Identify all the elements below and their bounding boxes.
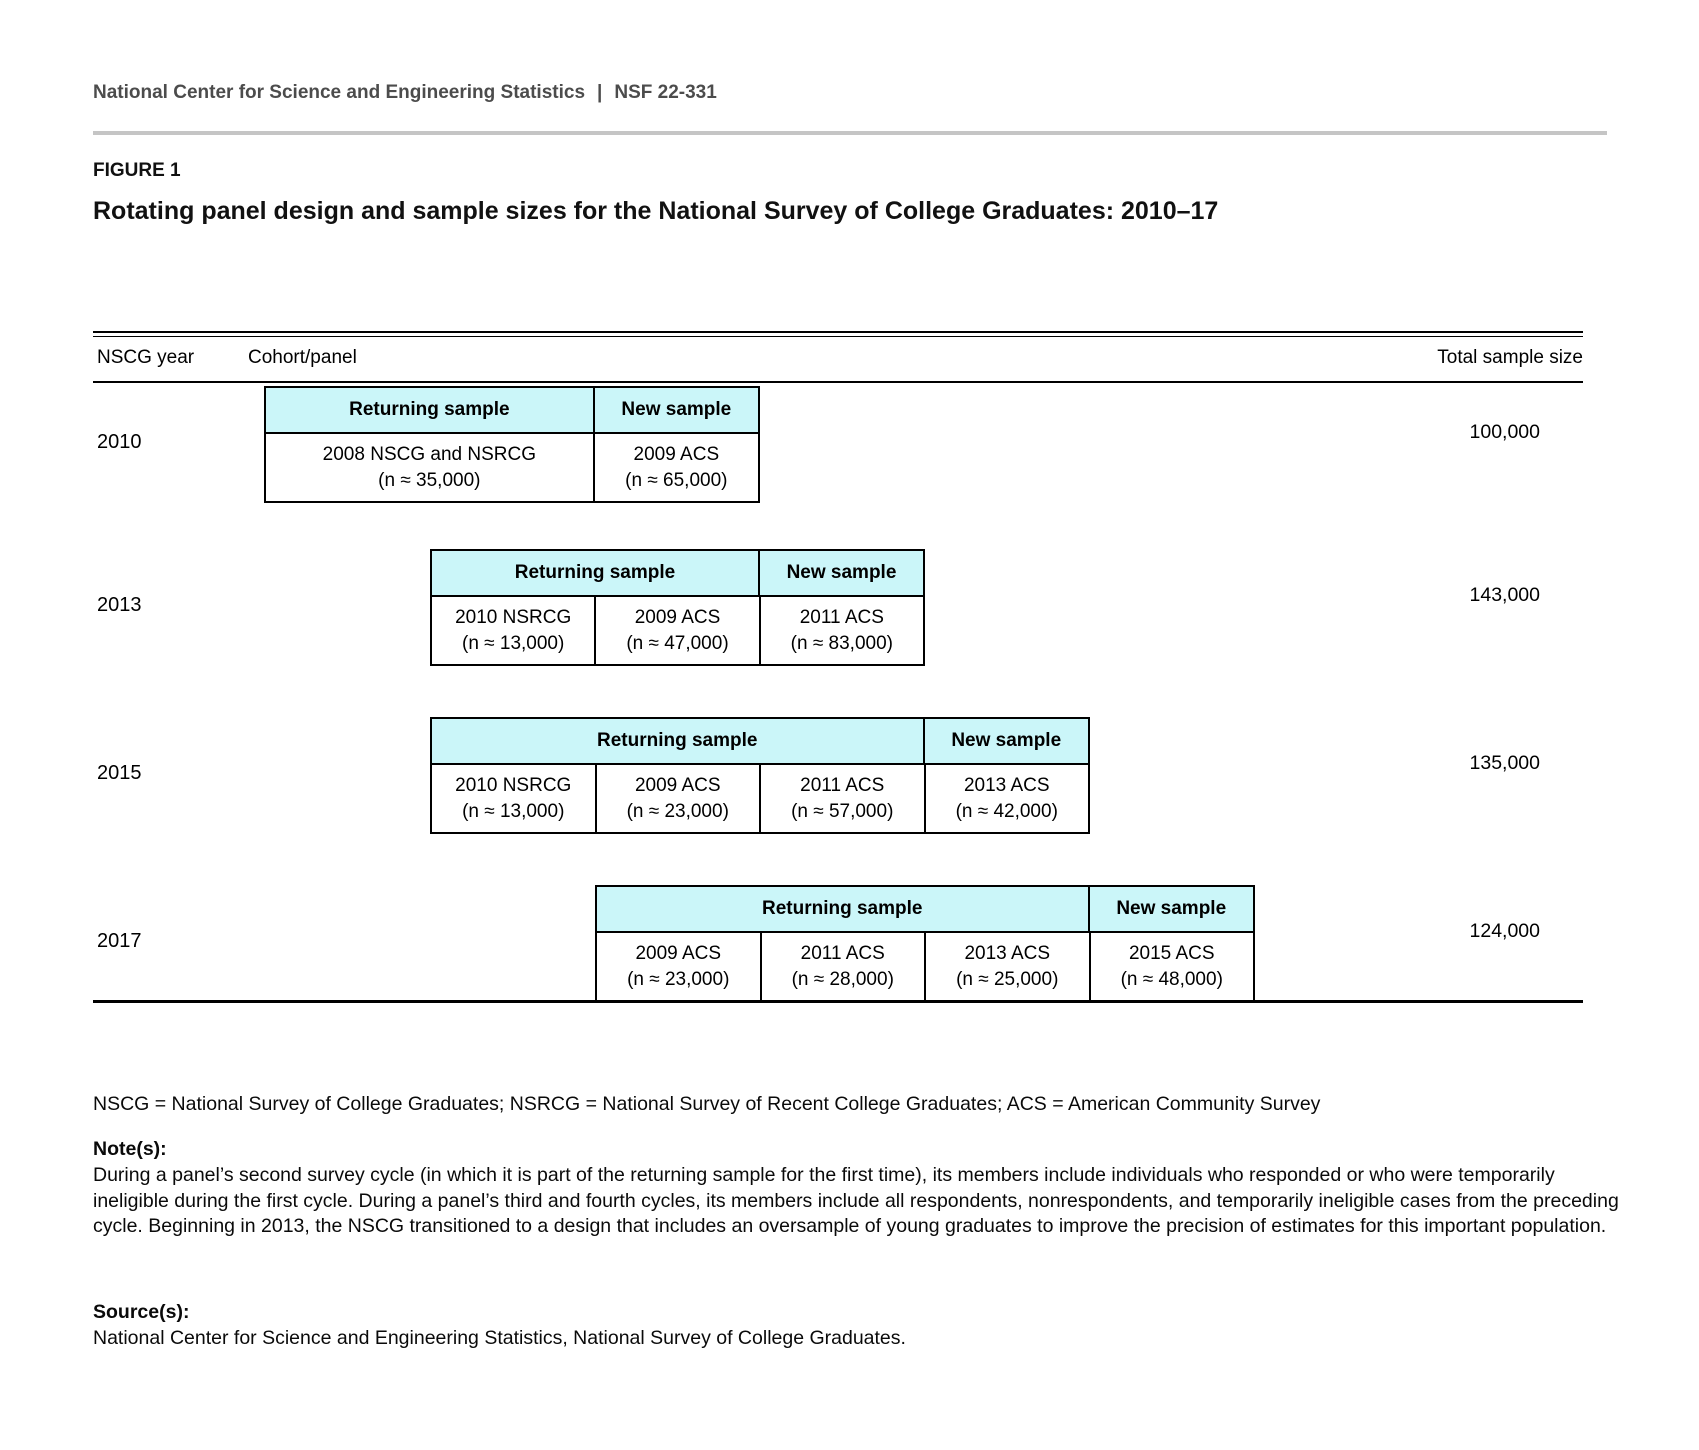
header-divider-rule [93,131,1607,135]
sample-cell [432,765,595,832]
notes-text: During a panel’s second survey cycle (in which it is part of the returning sample for the first time), its members include individuals who responded or who were temporarily ineligible during the first cycle. During a panel’s third and fourth cycles, its members include all respondents, nonrespondents, and temporarily ineligible cases from the preceding cycle. Beginning in 2013, the NSCG transitioned to a design that includes an oversample of young graduates to improve the precision of estimates for this important population. [93,1164,1619,1237]
sample-cell [924,765,1089,832]
panel-box-2013 [430,549,925,666]
panel-box-2010 [264,386,760,503]
sample-cell-n: (n ≈ 83,000) [790,632,893,654]
returning-sample-header: Returning sample [349,399,510,420]
year-label-2013: 2013 [97,594,142,616]
sample-cell-name: 2010 NSRCG [455,774,572,796]
table-top-rule-inner [93,336,1583,337]
sample-cell-name: 2013 ACS [963,774,1050,796]
sample-cell-n: (n ≈ 23,000) [627,968,730,990]
total-sample-size-2010: 100,000 [1469,421,1540,443]
sample-cell-name: 2008 NSCG and NSRCG [322,443,536,465]
sample-cell-n: (n ≈ 13,000) [462,632,565,654]
sample-cell [266,434,593,501]
sample-cell-name: 2009 ACS [633,443,720,465]
table-top-rule [93,331,1583,333]
sample-cell [597,933,760,1000]
column-header-total-sample-size: Total sample size [1437,347,1583,368]
new-sample-header: New sample [923,719,1089,763]
total-sample-size-2013: 143,000 [1469,584,1540,606]
org-name: National Center for Science and Engineering Statistics [93,82,586,103]
sample-cell-name: 2011 ACS [800,774,885,796]
column-header-cohort-panel: Cohort/panel [248,347,357,368]
sample-cell-name: 2011 ACS [799,606,884,628]
sample-cell-n: (n ≈ 48,000) [1120,968,1223,990]
total-sample-size-2015: 135,000 [1469,752,1540,774]
sources-text: National Center for Science and Engineering Statistics, National Survey of College Graduates. [93,1327,906,1349]
sources-label: Source(s): [93,1301,190,1323]
panel-cell-row [432,765,1088,832]
sample-cell-name: 2009 ACS [635,942,722,964]
sample-cell [759,765,924,832]
sample-cell [432,597,594,664]
notes-label: Note(s): [93,1138,167,1160]
sample-cell-name: 2010 NSRCG [455,606,572,628]
new-sample-header: New sample [1088,887,1254,931]
abbreviations-note: NSCG = National Survey of College Graduates; NSRCG = National Survey of Recent College Graduates; ACS = American Community Survey [93,1093,1321,1115]
panel-cell-row [432,597,923,664]
year-label-2017: 2017 [97,930,142,952]
sample-cell [924,933,1089,1000]
page-header [93,82,1613,104]
new-sample-header: New sample [593,388,758,432]
sample-cell-n: (n ≈ 35,000) [378,469,481,491]
sample-cell [595,765,760,832]
new-sample-header: New sample [758,551,923,595]
panel-header-row [597,887,1253,933]
sample-cell-n: (n ≈ 25,000) [956,968,1059,990]
panel-header-row [432,551,923,597]
sample-cell-n: (n ≈ 23,000) [626,800,729,822]
panel-cell-row [266,434,758,501]
sample-cell [593,434,758,501]
sample-cell-n: (n ≈ 57,000) [791,800,894,822]
sample-cell-n: (n ≈ 28,000) [791,968,894,990]
sample-cell [594,597,758,664]
table-header-rule [93,381,1583,383]
sample-cell-name: 2011 ACS [800,942,885,964]
column-header-nscg-year: NSCG year [97,347,195,368]
returning-sample-header: Returning sample [597,730,758,751]
returning-sample-header: Returning sample [762,898,923,919]
sample-cell-n: (n ≈ 13,000) [462,800,565,822]
sample-cell-n: (n ≈ 42,000) [955,800,1058,822]
year-label-2015: 2015 [97,762,142,784]
year-label-2010: 2010 [97,431,142,453]
header-pipe-separator: | [597,82,603,103]
panel-header-row [432,719,1088,765]
sample-cell-n: (n ≈ 65,000) [625,469,728,491]
report-number: NSF 22-331 [614,82,717,103]
total-sample-size-2017: 124,000 [1469,920,1540,942]
panel-box-2015 [430,717,1090,834]
returning-sample-header: Returning sample [514,562,676,583]
sample-cell-name: 2015 ACS [1128,942,1215,964]
figure-label: FIGURE 1 [93,160,181,181]
sample-cell-name: 2013 ACS [964,942,1051,964]
sample-cell-n: (n ≈ 47,000) [626,632,729,654]
sample-cell [1089,933,1254,1000]
sample-cell-name: 2009 ACS [634,606,721,628]
sample-cell [759,597,923,664]
sample-cell [760,933,925,1000]
panel-header-row [266,388,758,434]
table-bottom-rule [93,1000,1583,1003]
figure-title: Rotating panel design and sample sizes for the National Survey of College Graduates: 2010–17 [93,197,1219,225]
panel-box-2017 [595,885,1255,1002]
panel-cell-row [597,933,1253,1000]
sample-cell-name: 2009 ACS [634,774,721,796]
